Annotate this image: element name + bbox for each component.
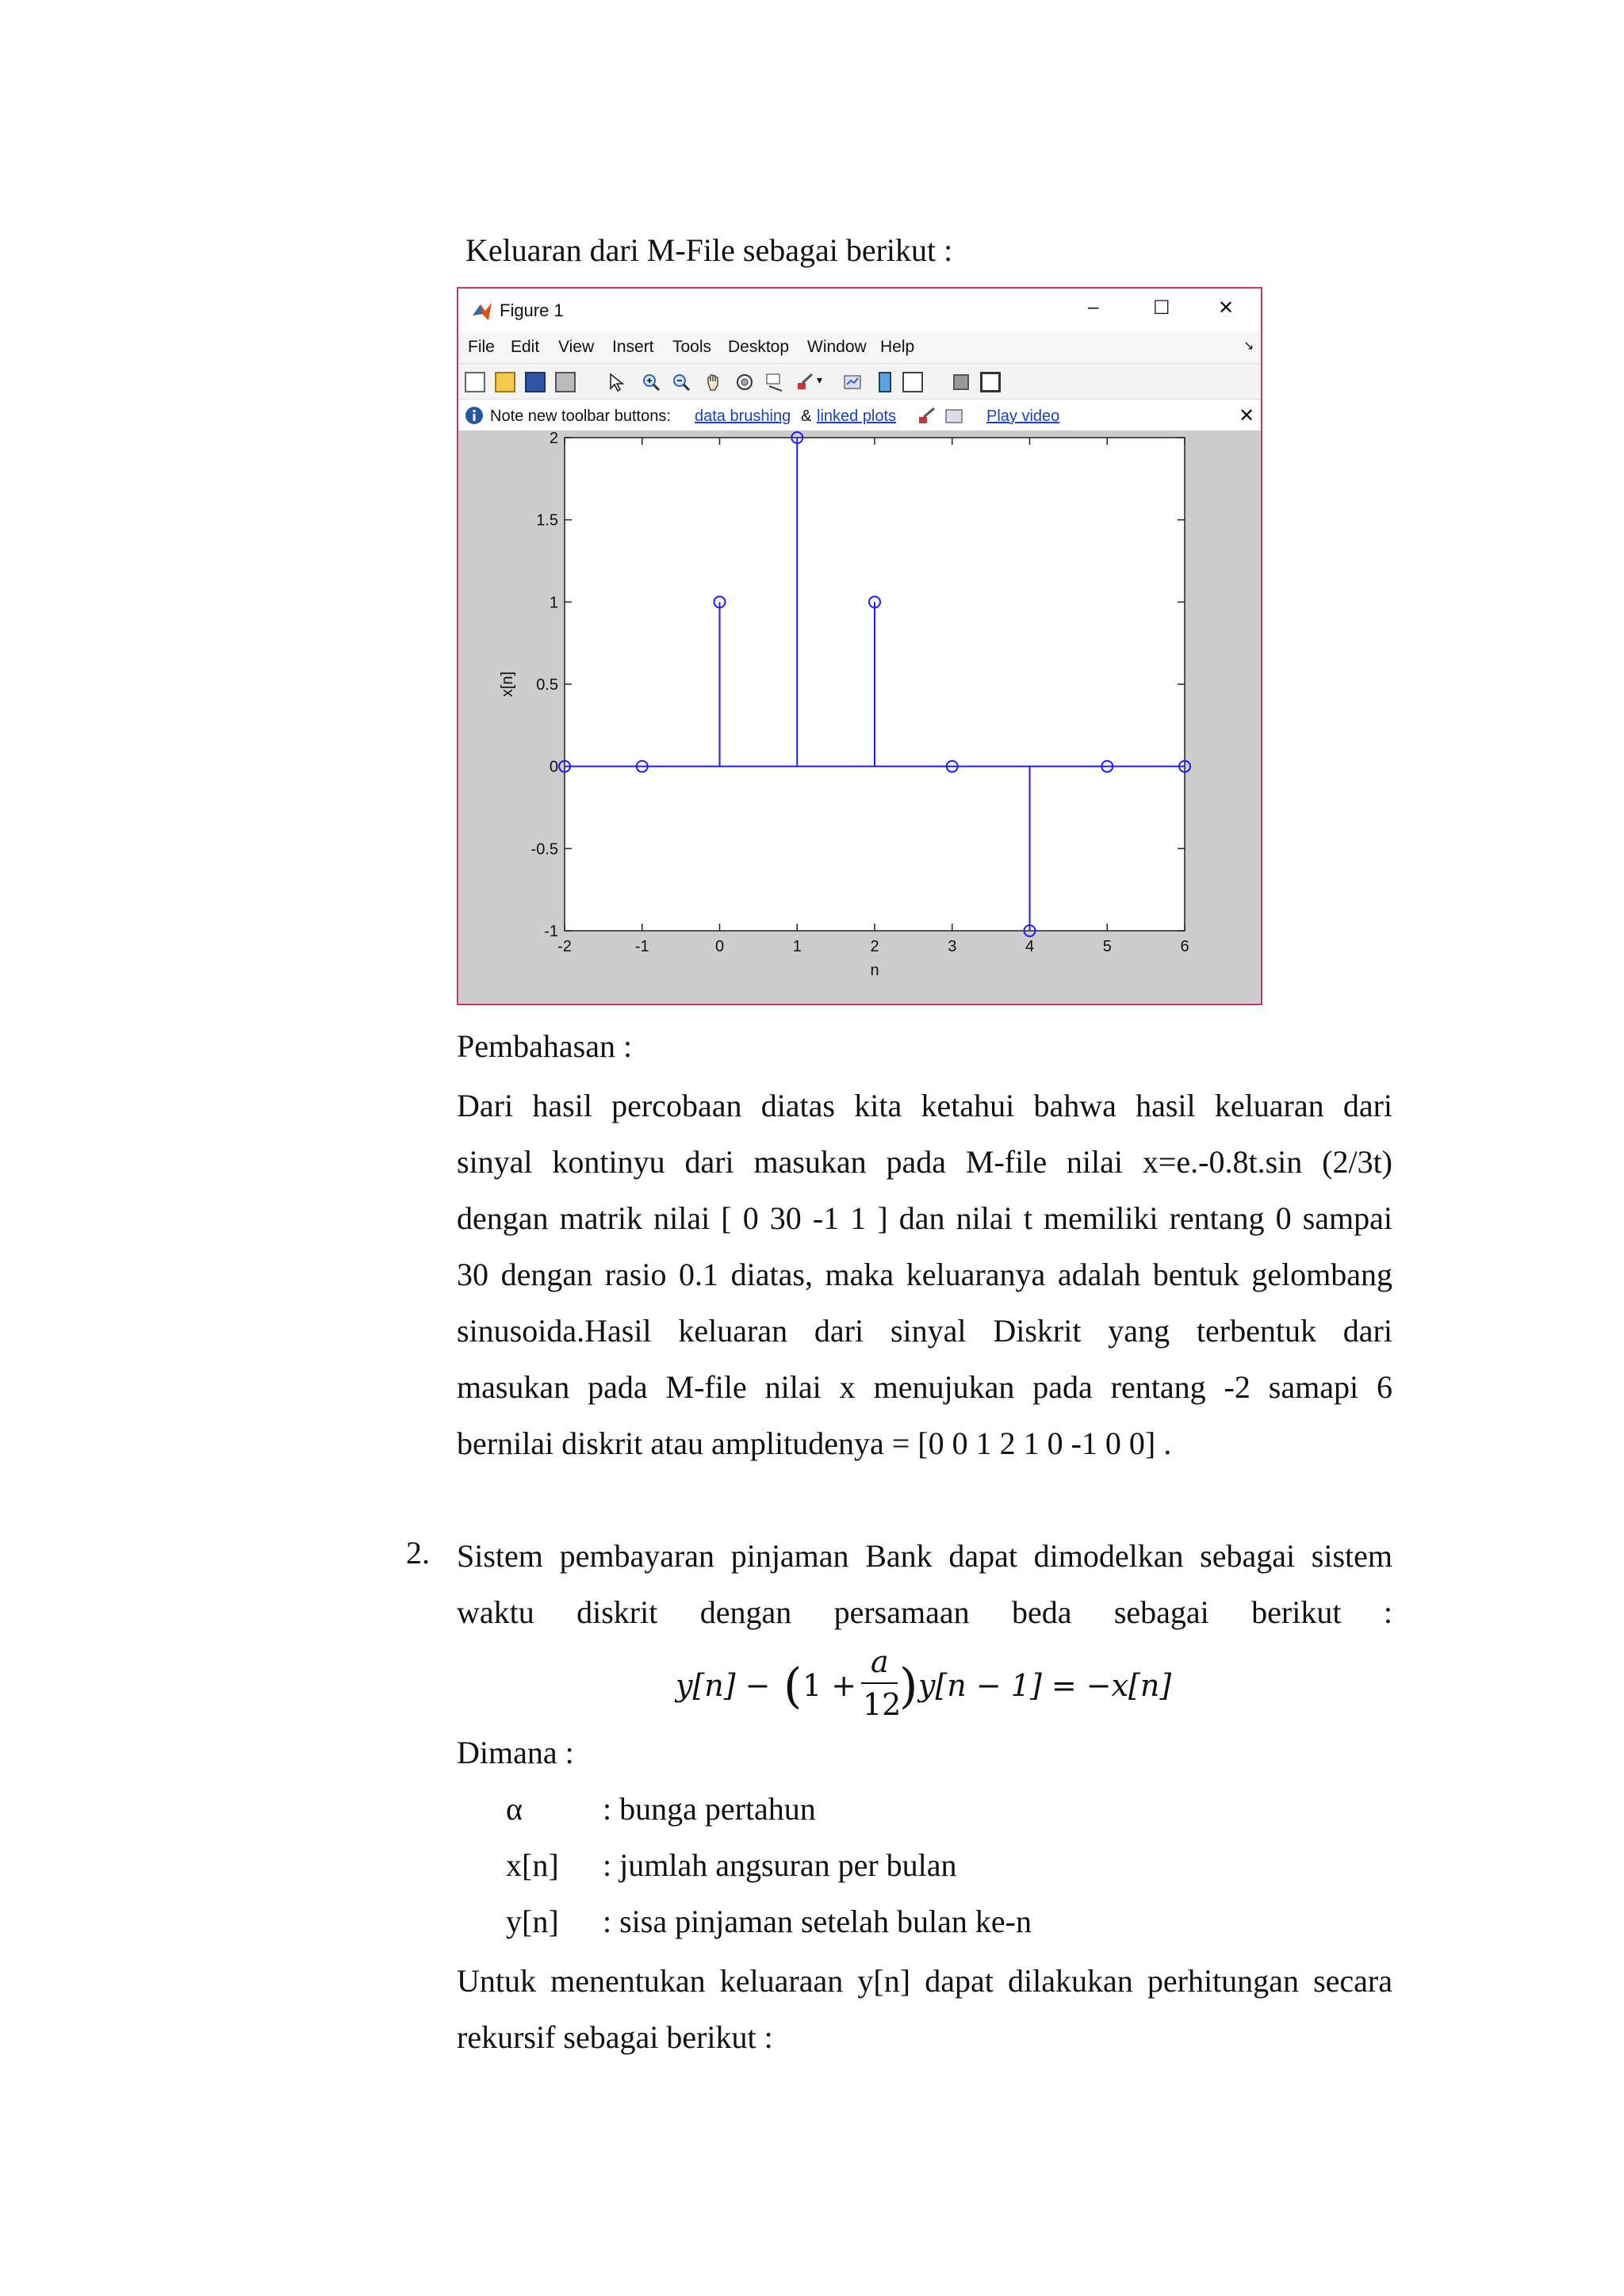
word: beda [1011,1594,1072,1630]
def-description: : jumlah angsuran per bulan [603,1847,957,1883]
note-bar [458,400,1261,431]
note-amp: & [801,408,812,425]
menu-insert[interactable]: Insert [612,338,654,356]
show-plot-tools-icon[interactable] [980,372,1001,392]
pointer-icon[interactable] [606,372,626,392]
word: waktu [457,1594,534,1630]
menu-view[interactable]: View [558,338,595,356]
maximize-button[interactable]: ☐ [1153,297,1170,319]
dimana-label: Dimana : [457,1735,574,1770]
colorbar-icon[interactable] [879,372,891,392]
menu-edit[interactable]: Edit [511,338,540,356]
word: sebagai [1113,1594,1209,1630]
def-symbol: α [506,1791,523,1827]
y-tick-label: 0.5 [536,676,558,694]
play-video-link[interactable]: Play video [986,408,1060,425]
x-tick-label: 2 [870,938,879,955]
intro-text: Keluaran dari M-File sebagai berikut : [465,232,953,268]
eq-denominator: 12 [863,1687,902,1722]
link-plot-icon[interactable] [842,372,863,392]
pembahasan-line-5: sinusoida.Hasil keluaran dari sinyal Diskrit yang terbentuk dari [457,1313,1392,1349]
eq-left-paren: ( [783,1659,802,1714]
eq-lhs: y[n] − [676,1668,771,1703]
close-button[interactable]: ✕ [1218,297,1235,319]
eq-right-paren: ) [899,1659,918,1714]
x-tick-label: 4 [1025,938,1035,955]
pan-icon[interactable] [703,372,723,392]
x-tick-label: 0 [714,938,725,955]
item2-line-2 [457,1594,1392,1631]
y-tick-label: 2 [549,431,558,447]
linked-plots-link[interactable]: linked plots [817,408,897,425]
x-axis-label: n [870,962,879,979]
pembahasan-line-1: Dari hasil percobaan diatas kita ketahui bahwa hasil keluaran dari [457,1088,1392,1123]
def-symbol: x[n] [506,1847,559,1883]
data-brushing-link[interactable]: data brushing [695,408,791,425]
x-tick-label: -1 [634,938,649,955]
menu-window[interactable]: Window [807,338,867,356]
x-tick-label: -2 [557,938,572,955]
eq-rhs: y[n − 1] = −x[n] [918,1668,1172,1703]
menu-help[interactable]: Help [880,338,915,356]
y-tick-label: 0 [549,758,558,776]
zoom-in-icon[interactable] [641,372,661,392]
x-tick-label: 3 [948,938,957,955]
eq-one-plus: 1 + [802,1668,857,1703]
word: diskrit [576,1594,658,1630]
note-close-button[interactable]: ✕ [1239,405,1255,427]
item2-line-1: Sistem pembayaran pinjaman Bank dapat dimodelkan sebagai sistem [457,1538,1392,1574]
menu-file[interactable]: File [468,338,495,356]
pembahasan-heading: Pembahasan : [457,1028,633,1064]
legend-icon[interactable] [902,372,923,392]
menu-desktop[interactable]: Desktop [728,338,790,356]
rotate-icon[interactable] [734,372,755,392]
menu-tools[interactable]: Tools [672,338,712,356]
matlab-logo-icon [471,300,493,322]
brush-icon[interactable] [795,372,815,392]
closing-line-2: rekursif sebagai berikut : [457,2019,773,2055]
print-icon[interactable] [555,372,576,392]
menu-bar [458,331,1261,363]
figure-window [457,287,1262,1005]
x-tick-label: 5 [1102,938,1112,955]
save-icon[interactable] [525,372,546,392]
pembahasan-line-6: masukan pada M-file nilai x menujukan pada rentang -2 samapi 6 [457,1369,1392,1405]
data-cursor-icon[interactable] [764,372,785,392]
dock-arrow-icon[interactable]: ↘ [1243,339,1254,353]
list-number: 2. [406,1535,430,1571]
new-file-icon[interactable] [465,372,485,392]
info-icon [465,406,484,425]
y-tick-label: -0.5 [530,840,558,859]
title-bar [458,289,1261,331]
y-tick-label: -1 [544,923,558,940]
eq-fraction-bar [861,1682,898,1684]
word: berikut [1251,1594,1342,1630]
brush-small-icon [917,406,937,427]
y-tick-label: 1 [549,594,558,612]
pembahasan-line-3: dengan matrik nilai [ 0 30 -1 1 ] dan nilai t memiliki rentang 0 sampai [457,1200,1392,1236]
pembahasan-line-4: 30 dengan rasio 0.1 diatas, maka keluaranya adalah bentuk gelombang [457,1257,1392,1292]
stem-chart [458,431,1261,1004]
link-small-icon [944,406,964,427]
def-symbol: y[n] [506,1904,559,1939]
y-axis-label: x[n] [499,671,516,698]
toolbar [458,363,1261,400]
hide-plot-tools-icon[interactable] [953,374,969,390]
x-tick-label: 6 [1180,938,1189,955]
brush-dropdown-icon[interactable]: ▾ [817,373,823,386]
y-tick-label: 1.5 [536,511,558,530]
pembahasan-line-2: sinyal kontinyu dari masukan pada M-file nilai x=e.-0.8t.sin (2/3t) [457,1144,1392,1180]
x-tick-label: 1 [792,938,802,955]
open-folder-icon[interactable] [495,372,515,392]
def-description: : sisa pinjaman setelah bulan ke-n [603,1904,1032,1939]
zoom-out-icon[interactable] [671,372,691,392]
word: : [1383,1594,1392,1630]
pembahasan-line-7: bernilai diskrit atau amplitudenya = [0 0 1 2 1 0 -1 0 0] . [457,1425,1172,1461]
plot-area [458,431,1261,1004]
window-title: Figure 1 [500,300,564,320]
minimize-button[interactable]: – [1088,297,1099,318]
word: persamaan [833,1594,970,1630]
def-description: : bunga pertahun [603,1791,816,1827]
note-prefix: Note new toolbar buttons: [490,408,671,425]
closing-line-1: Untuk menentukan keluaraan y[n] dapat dilakukan perhitungan secara [457,1963,1392,1999]
word: dengan [699,1594,792,1630]
eq-numerator: a [871,1644,889,1679]
